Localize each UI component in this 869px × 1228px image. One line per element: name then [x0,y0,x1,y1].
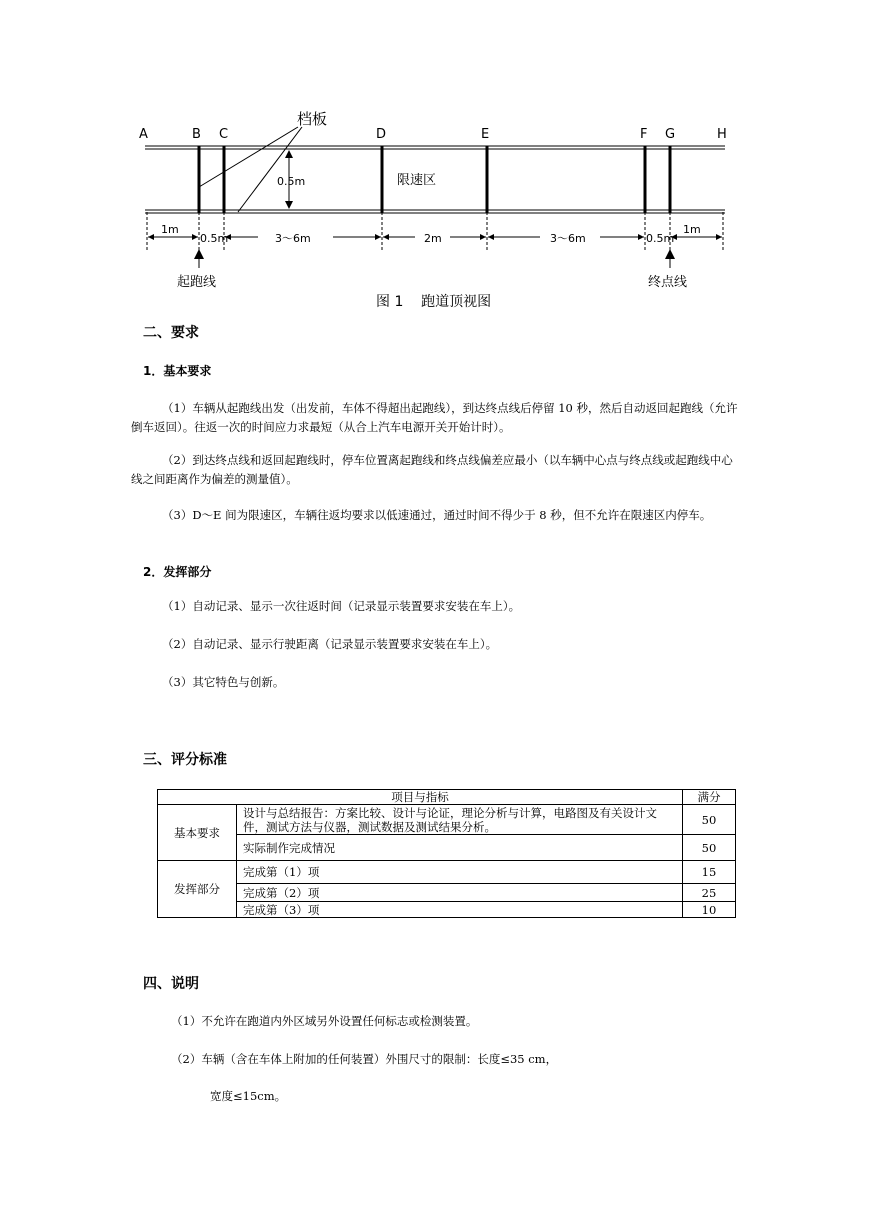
baffle-label: 档板 [297,110,328,128]
row-3-text: 完成第（1）项 [237,861,683,884]
width-arrow-down [285,201,293,209]
header-score: 满分 [683,790,736,805]
note-3: 宽度≤15cm。 [210,1089,287,1103]
arrowhead [488,234,494,240]
subheading-extended: 2．发挥部分 [143,565,212,579]
track-top-view-svg [130,100,740,320]
req-paragraph-1: （1）车辆从起跑线出发（出发前，车体不得超出起跑线），到达终点线后停留 10 秒，然后自动返回起跑线（允许倒车返回）。往返一次的时间应力求最短（从合上汽车电源开关开始计时）。 [131,401,738,434]
table-row [158,835,736,861]
row-4-score: 25 [683,884,736,902]
arrowhead [192,234,198,240]
finish-arrow-head [665,249,675,259]
note-1: （1）不允许在跑道内外区域另外设置任何标志或检测装置。 [171,1014,478,1028]
row-3-score: 15 [683,861,736,884]
arrowhead [480,234,486,240]
section-heading-scoring: 三、评分标准 [143,752,227,768]
speed-zone-label: 限速区 [397,173,437,188]
point-h-label: H [717,127,727,142]
segment-bc-label: 0.5m [200,232,229,245]
baffle-pointer-2 [238,127,302,212]
table-row [158,861,736,884]
scoring-table [157,789,736,918]
ext-item-1: （1）自动记录、显示一次往返时间（记录显示装置要求安装在车上）。 [162,599,521,613]
arrowhead [716,234,722,240]
subheading-basic: 1．基本要求 [143,364,212,378]
arrowhead [638,234,644,240]
finish-line-label: 终点线 [648,275,688,290]
note-2: （2）车辆（含在车体上附加的任何装置）外围尺寸的限制：长度≤35 cm， [171,1052,558,1066]
segment-gh-label: 1m [683,223,701,236]
width-label: 0.5m [277,175,306,188]
req-paragraph-3: （3）D～E 间为限速区，车辆往返均要求以低速通过，通过时间不得少于 8 秒，但不允许在限速区内停车。 [162,508,712,522]
group-extended: 发挥部分 [158,861,237,918]
width-arrow-up [285,150,293,158]
ext-item-2: （2）自动记录、显示行驶距离（记录显示装置要求安装在车上）。 [162,637,498,651]
row-2-text: 实际制作完成情况 [237,835,683,861]
start-arrow-head [194,249,204,259]
segment-ab-label: 1m [161,223,179,236]
section-heading-notes: 四、说明 [143,976,199,992]
row-1-score: 50 [683,805,736,835]
row-1-text: 设计与总结报告：方案比较、设计与论证，理论分析与计算，电路图及有关设计文件，测试方法与仪器，测试数据及测试结果分析。 [237,805,683,835]
row-5-score: 10 [683,902,736,918]
group-basic: 基本要求 [158,805,237,861]
point-d-label: D [376,127,387,142]
arrowhead [375,234,381,240]
point-f-label: F [640,127,648,142]
segment-de-label: 2m [424,232,442,245]
point-a-label: A [139,127,148,142]
segment-cd-label: 3～6m [275,232,311,245]
ext-item-3: （3）其它特色与创新。 [162,675,285,689]
point-g-label: G [665,127,676,142]
arrowhead [383,234,389,240]
row-4-text: 完成第（2）项 [237,884,683,902]
section-heading-requirements: 二、要求 [143,325,199,341]
figure-caption: 图 1 跑道顶视图 [376,294,492,310]
row-5-text: 完成第（3）项 [237,902,683,918]
track-diagram [130,100,740,320]
req-paragraph-2: （2）到达终点线和返回起跑线时，停车位置离起跑线和终点线偏差应最小（以车辆中心点与终点线或起跑线中心线之间距离作为偏差的测量值）。 [131,453,733,486]
point-b-label: B [192,127,201,142]
table-row [158,884,736,902]
start-line-label: 起跑线 [177,275,217,290]
header-item: 项目与指标 [158,790,683,805]
table-row [158,805,736,835]
point-e-label: E [481,127,490,142]
segment-fg-label: 0.5m [646,232,675,245]
arrowhead [148,234,154,240]
row-2-score: 50 [683,835,736,861]
table-row [158,902,736,918]
segment-ef-label: 3～6m [550,232,586,245]
table-header-row [158,790,736,805]
point-c-label: C [219,127,229,142]
